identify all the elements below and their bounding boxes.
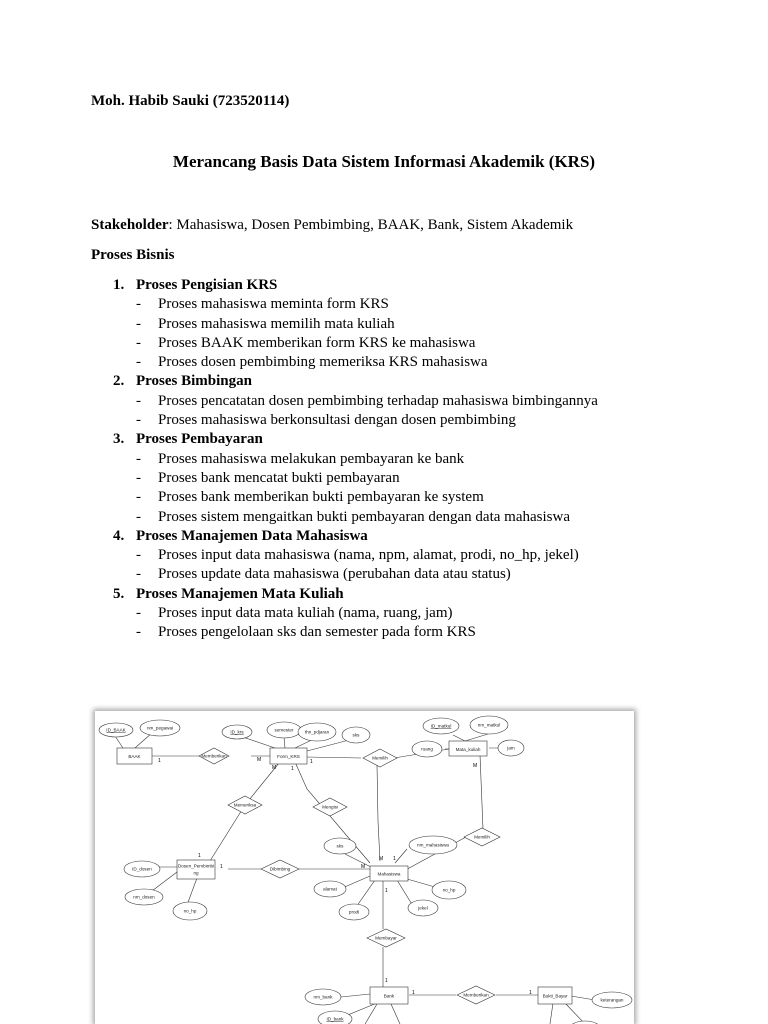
svg-text:sks: sks bbox=[336, 843, 344, 849]
relation-label: Memilih bbox=[372, 755, 388, 761]
svg-text:no_hp: no_hp bbox=[442, 887, 456, 893]
svg-text:1: 1 bbox=[291, 766, 294, 772]
svg-text:1: 1 bbox=[385, 978, 388, 984]
relation-label: Memilih bbox=[474, 834, 490, 840]
list-item: - Proses mahasiswa berkonsultasi dengan dosen pembimbing bbox=[0, 411, 768, 430]
list-item: - Proses BAAK memberikan form KRS ke mahasiswa bbox=[0, 334, 768, 353]
section-heading bbox=[0, 276, 768, 295]
entity-label: Form_KRS bbox=[277, 754, 300, 759]
relation-label: Dibimbing bbox=[269, 866, 291, 872]
attr-sks-krs bbox=[342, 727, 370, 743]
attr-ruang bbox=[412, 741, 442, 757]
list-item-text: Proses pencatatan dosen pembimbing terhadap mahasiswa bimbingannya bbox=[158, 392, 598, 409]
attr-id-baak bbox=[99, 723, 133, 737]
attr-alamat bbox=[314, 881, 346, 897]
svg-text:M: M bbox=[257, 757, 262, 763]
attr-nm-mahasiswa bbox=[409, 836, 457, 854]
section-title: Proses Manajemen Mata Kuliah bbox=[136, 585, 344, 602]
list-item: - Proses mahasiswa melakukan pembayaran ke bank bbox=[0, 450, 768, 469]
svg-text:ruang: ruang bbox=[421, 746, 433, 752]
entity-label: Dosen_Pembimbi bbox=[177, 863, 215, 869]
document-title: Merancang Basis Data Sistem Informasi Akademik (KRS) bbox=[172, 152, 596, 171]
attr-sks-mhs bbox=[324, 838, 356, 854]
list-item-text: Proses BAAK memberikan form KRS ke mahasiswa bbox=[158, 334, 476, 351]
attr-no-hp-mhs bbox=[432, 881, 466, 899]
svg-text:jekel: jekel bbox=[418, 905, 428, 911]
attr-id-matkul bbox=[423, 718, 459, 734]
list-item: - Proses pengelolaan sks dan semester pada form KRS bbox=[0, 623, 768, 642]
stakeholder-value: : Mahasiswa, Dosen Pembimbing, BAAK, Bank, Sistem Akademik bbox=[168, 217, 574, 233]
section-number: 3. bbox=[113, 431, 125, 448]
attr-jekel bbox=[408, 900, 438, 916]
svg-text:1: 1 bbox=[412, 990, 415, 996]
svg-text:jam: jam bbox=[507, 745, 515, 751]
svg-text:nm_matkul: nm_matkul bbox=[477, 722, 501, 728]
section-heading bbox=[0, 585, 768, 604]
list-item-text: Proses bank mencatat bukti pembayaran bbox=[158, 469, 400, 486]
erd-relation-memilih-matkul bbox=[464, 828, 500, 846]
erd-relation-memberikan-bukti bbox=[457, 986, 495, 1004]
attr-id-dosen bbox=[124, 861, 160, 877]
section-heading bbox=[0, 527, 768, 546]
attr-nm-pegawai bbox=[140, 720, 180, 736]
section-title: Proses Pembayaran bbox=[136, 431, 263, 448]
entity-label: Mahasiswa bbox=[377, 871, 401, 877]
entity-label: Bukti_Bayar bbox=[542, 993, 568, 999]
svg-text:1: 1 bbox=[385, 888, 388, 894]
svg-text:ID_krs: ID_krs bbox=[230, 729, 244, 735]
attr-thn-pdjaran bbox=[298, 723, 336, 741]
list-item: - Proses update data mahasiswa (perubahan data atau status) bbox=[0, 565, 768, 584]
svg-text:ID_dosen: ID_dosen bbox=[132, 866, 152, 872]
process-list bbox=[0, 276, 768, 643]
erd-relation-dibimbing bbox=[261, 860, 299, 878]
relation-label: Mengisi bbox=[322, 804, 338, 810]
svg-text:M: M bbox=[473, 763, 478, 769]
svg-text:M: M bbox=[361, 864, 366, 870]
svg-text:nm_dosen: nm_dosen bbox=[133, 894, 155, 900]
erd-relation-membayar bbox=[367, 929, 405, 947]
erd-svg bbox=[95, 711, 634, 1024]
list-item-text: Proses mahasiswa memilih mata kuliah bbox=[158, 315, 395, 332]
erd-relation-memilih bbox=[363, 749, 397, 767]
attr-nm-dosen bbox=[125, 889, 163, 905]
entity-label: BAAK bbox=[128, 754, 141, 759]
erd-entity-baak bbox=[117, 748, 152, 764]
svg-text:thn_pdjaran: thn_pdjaran bbox=[304, 729, 330, 735]
list-item-text: Proses dosen pembimbing memeriksa KRS mahasiswa bbox=[158, 354, 488, 371]
erd-entity-bukti-bayar bbox=[538, 987, 572, 1004]
entity-label: ng bbox=[193, 870, 199, 876]
entity-label: Bank bbox=[383, 993, 395, 999]
attr-nm-matkul bbox=[470, 716, 508, 734]
list-item-text: Proses input data mata kuliah (nama, ruang, jam) bbox=[158, 605, 453, 622]
list-item-text: Proses mahasiswa meminta form KRS bbox=[158, 296, 389, 313]
attr-keterangan bbox=[592, 992, 632, 1008]
list-item-text: Proses mahasiswa berkonsultasi dengan dosen pembimbing bbox=[158, 412, 516, 429]
erd-relation-mengisi bbox=[313, 798, 347, 816]
svg-text:nm_mahasiswa: nm_mahasiswa bbox=[417, 842, 449, 848]
section-number: 5. bbox=[113, 585, 125, 602]
erd-entity-mata-kuliah bbox=[449, 741, 487, 756]
erd-entity-dosen-pembimbing bbox=[177, 860, 215, 879]
section-title: Proses Bimbingan bbox=[136, 373, 252, 390]
svg-text:1: 1 bbox=[198, 853, 201, 859]
list-item: - Proses input data mata kuliah (nama, ruang, jam) bbox=[0, 604, 768, 623]
section-title: Proses Manajemen Data Mahasiswa bbox=[136, 527, 368, 544]
proses-bisnis-heading: Proses Bisnis bbox=[91, 247, 175, 263]
svg-text:1: 1 bbox=[220, 864, 223, 870]
svg-text:no_hp: no_hp bbox=[183, 908, 197, 914]
list-item: - Proses bank memberikan bukti pembayaran ke system bbox=[0, 488, 768, 507]
section-number: 2. bbox=[113, 373, 125, 390]
section-heading bbox=[0, 372, 768, 391]
section-number: 1. bbox=[113, 277, 125, 293]
svg-text:ID_BAAK: ID_BAAK bbox=[106, 727, 126, 733]
author-line: Moh. Habib Sauki (723520114) bbox=[91, 93, 290, 109]
list-item-text: Proses pengelolaan sks dan semester pada form KRS bbox=[158, 624, 476, 641]
attr-prodi bbox=[339, 904, 369, 920]
svg-text:sks: sks bbox=[352, 732, 360, 738]
svg-text:1: 1 bbox=[529, 990, 532, 996]
attr-jam bbox=[498, 740, 524, 756]
list-item: - Proses input data mahasiswa (nama, npm, alamat, prodi, no_hp, jekel) bbox=[0, 546, 768, 565]
list-item-text: Proses mahasiswa melakukan pembayaran ke bank bbox=[158, 450, 465, 467]
svg-text:keterangan: keterangan bbox=[600, 997, 624, 1003]
attr-no-hp-dosen bbox=[173, 902, 207, 920]
list-item-text: Proses sistem mengaitkan bukti pembayaran dengan data mahasiswa bbox=[158, 508, 570, 525]
svg-text:1: 1 bbox=[393, 856, 396, 862]
erd-entity-bank bbox=[370, 987, 408, 1004]
list-item: - Proses sistem mengaitkan bukti pembayaran dengan data mahasiswa bbox=[0, 508, 768, 527]
erd-entity-mahasiswa bbox=[370, 866, 408, 881]
svg-text:1: 1 bbox=[158, 758, 161, 764]
attr-id-krs bbox=[222, 725, 252, 739]
svg-text:M: M bbox=[272, 765, 277, 771]
entity-label: Mata_kuliah bbox=[455, 747, 481, 752]
svg-text:nm_bank: nm_bank bbox=[313, 994, 333, 1000]
section-title: Proses Pengisian KRS bbox=[136, 277, 278, 293]
relation-label: Memeriksa bbox=[233, 802, 257, 808]
svg-text:nm_pegawai: nm_pegawai bbox=[146, 725, 174, 731]
section-heading bbox=[0, 430, 768, 449]
list-item: - Proses bank mencatat bukti pembayaran bbox=[0, 469, 768, 488]
list-item-text: Proses update data mahasiswa (perubahan data atau status) bbox=[158, 566, 511, 583]
svg-text:M: M bbox=[379, 856, 384, 862]
section-number: 4. bbox=[113, 527, 125, 544]
list-item: - Proses mahasiswa meminta form KRS bbox=[0, 295, 768, 314]
svg-text:semester: semester bbox=[274, 727, 294, 733]
stakeholder-label: Stakeholder bbox=[91, 217, 169, 233]
attr-nm-bank bbox=[305, 989, 341, 1005]
list-item: - Proses dosen pembimbing memeriksa KRS mahasiswa bbox=[0, 353, 768, 372]
relation-label: Memberikan bbox=[463, 992, 489, 998]
erd-entity-form-krs bbox=[270, 748, 307, 764]
list-item-text: Proses bank memberikan bukti pembayaran ke system bbox=[158, 489, 484, 506]
svg-text:alamat: alamat bbox=[323, 886, 337, 892]
svg-text:1: 1 bbox=[310, 759, 313, 765]
svg-text:ID_bank: ID_bank bbox=[326, 1016, 344, 1022]
relation-label: Memberikan bbox=[201, 753, 227, 759]
attr-semester bbox=[267, 722, 301, 738]
stakeholder-line bbox=[91, 217, 573, 234]
list-item: - Proses pencatatan dosen pembimbing terhadap mahasiswa bimbingannya bbox=[0, 392, 768, 411]
relation-label: Membayar bbox=[375, 935, 397, 941]
erd-diagram bbox=[95, 711, 634, 1024]
erd-relation-memeriksa bbox=[228, 796, 262, 814]
erd-relation-memberikan bbox=[199, 748, 229, 764]
list-item-text: Proses input data mahasiswa (nama, npm, alamat, prodi, no_hp, jekel) bbox=[158, 547, 579, 564]
list-item: - Proses mahasiswa memilih mata kuliah bbox=[0, 315, 768, 334]
svg-text:ID_matkul: ID_matkul bbox=[430, 723, 452, 729]
svg-text:prodi: prodi bbox=[348, 909, 360, 915]
attr-id-bank bbox=[318, 1011, 352, 1024]
